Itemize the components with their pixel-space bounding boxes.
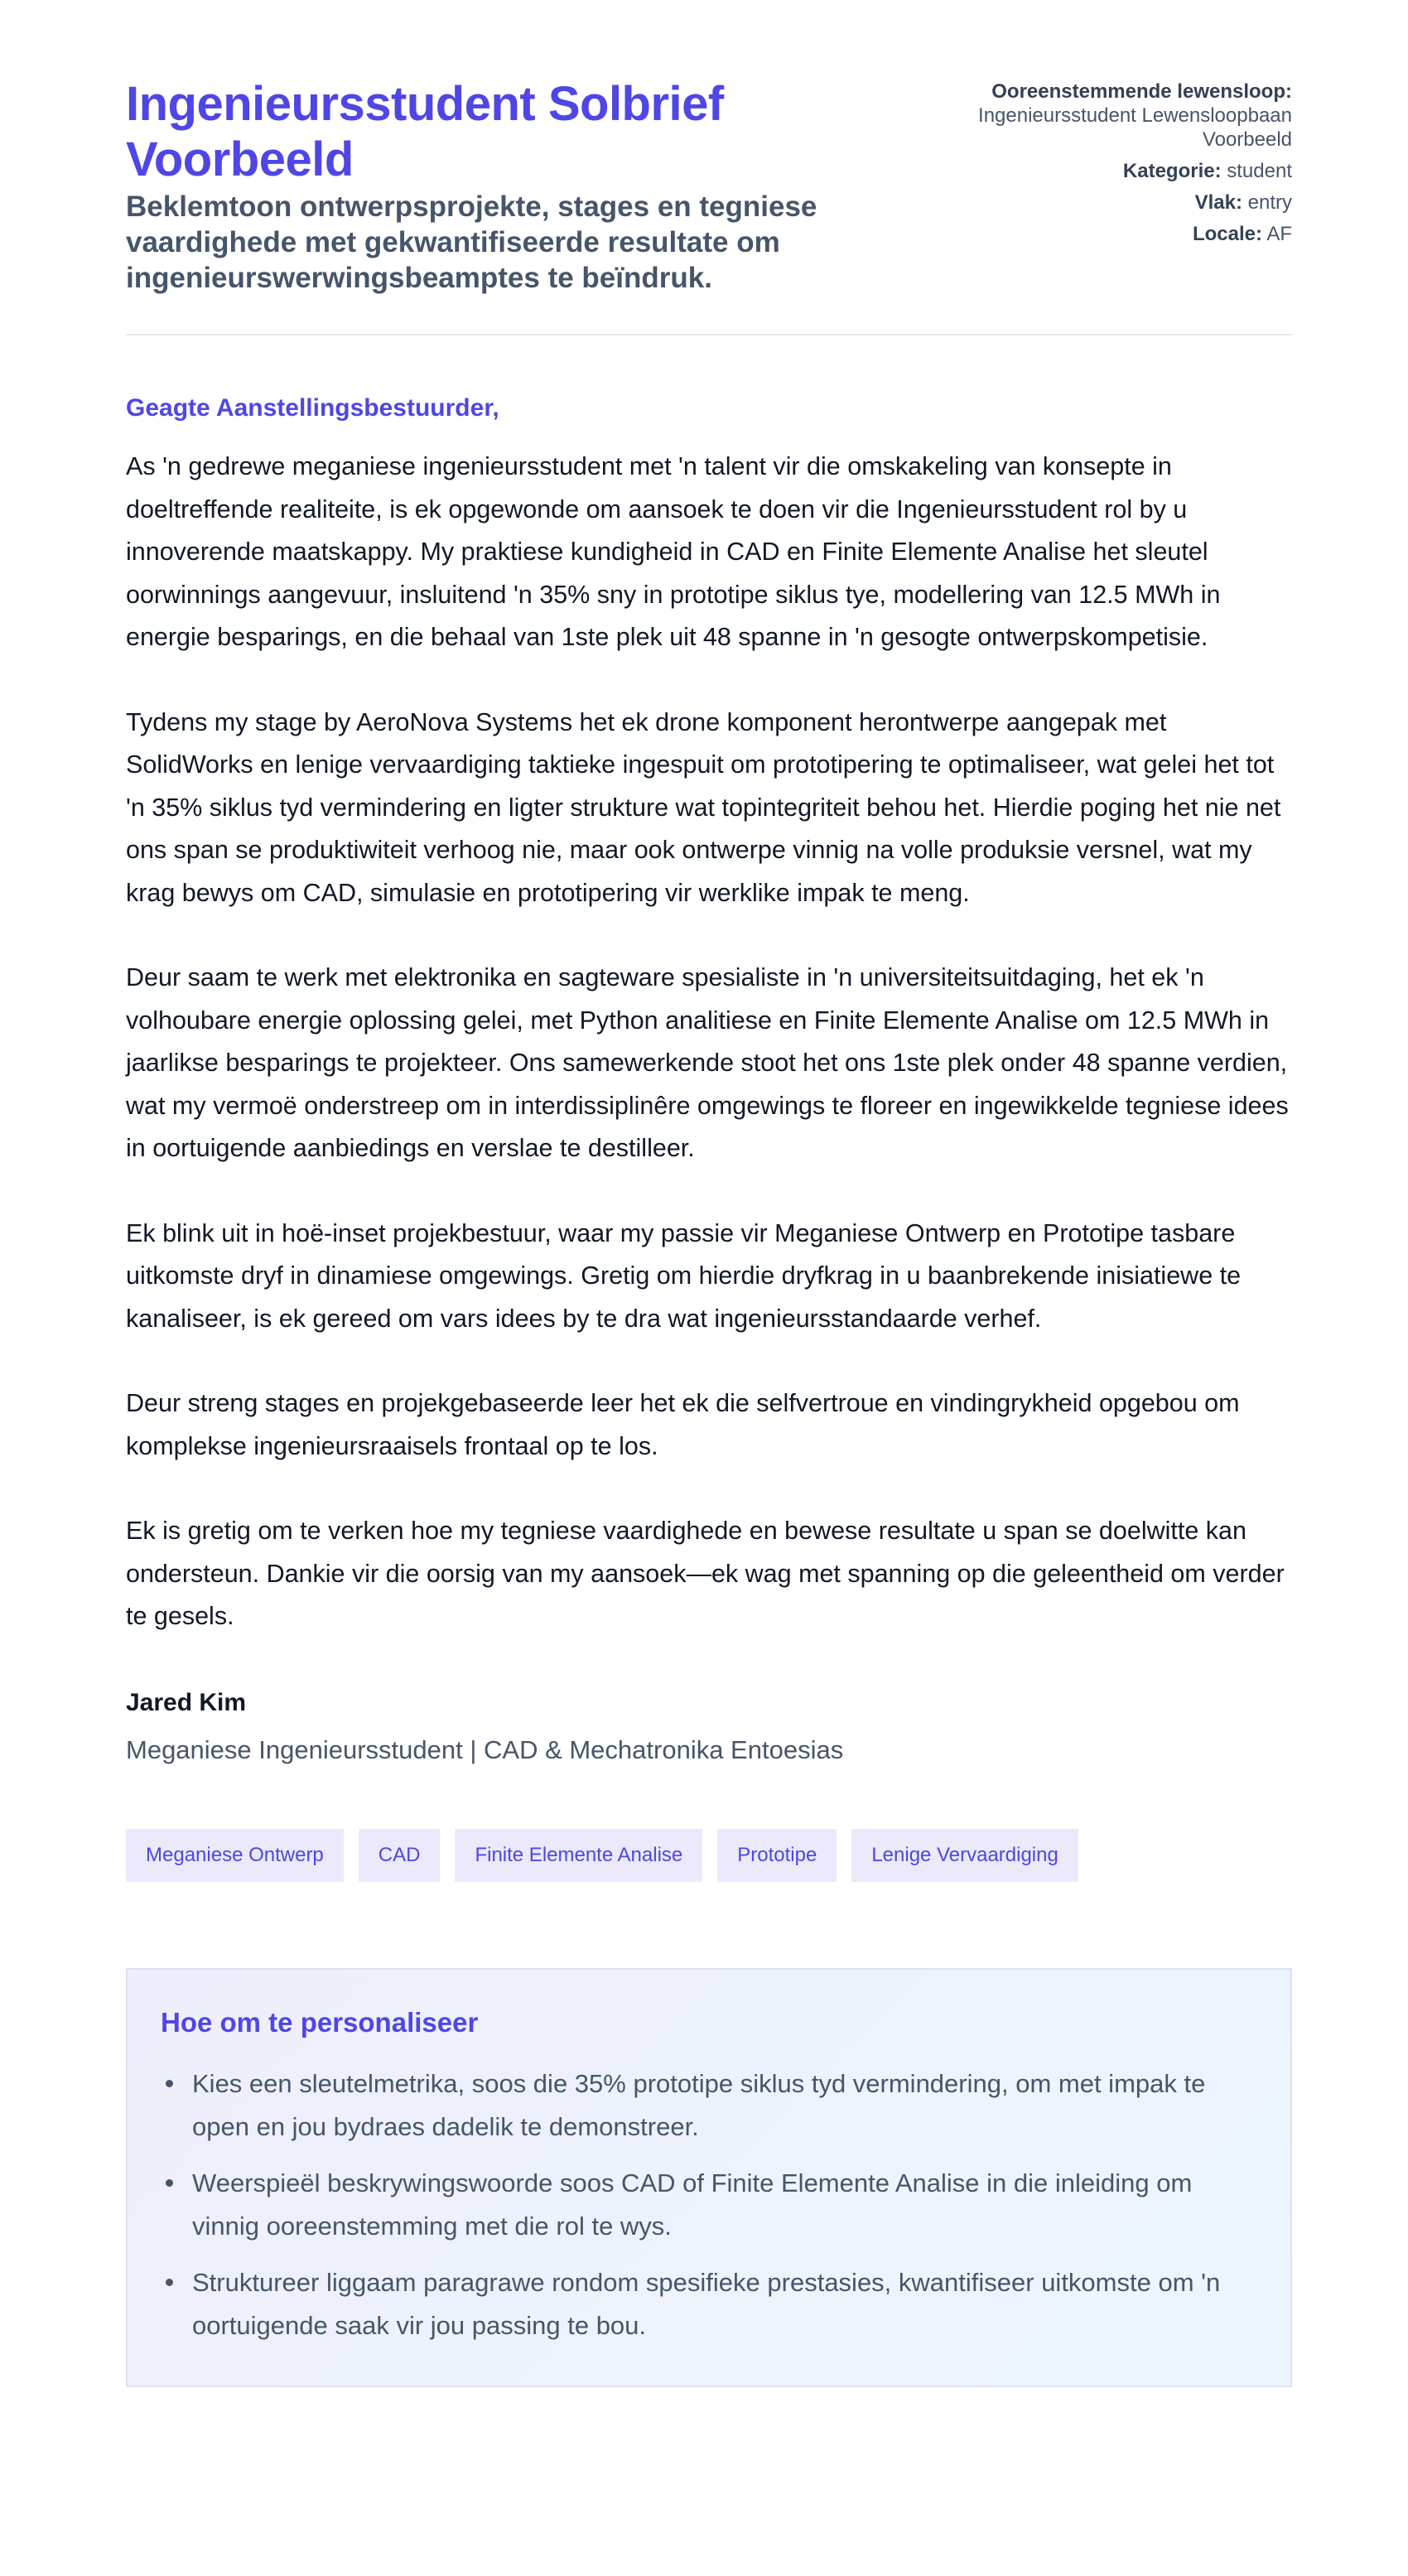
letter-paragraph: As 'n gedrewe meganiese ingenieursstudent met 'n talent vir die omskakeling van konsepte in doeltreffende realiteite, is ek opgewonde om aansoek te doen vir die Ingenieursstudent rol by u innoverende maatskappy. My praktiese kundigheid in CAD en Finite Elemente Analise het sleutel oorwinnings aangevuur, insluitend 'n 35% sny in prototipe siklus tye, modellering van 12.5 MWh in energie besparings, en die behaal van 1ste plek uit 48 spanne in 'n gesogte ontwerpskompetisie. bbox=[126, 452, 1221, 651]
meta-lifecycle bbox=[944, 80, 1292, 152]
page-title: Ingenieursstudent Solbrief Voorbeeld bbox=[126, 77, 724, 186]
skill-tags bbox=[126, 1829, 1292, 1882]
meta-locale-value: AF bbox=[1266, 223, 1292, 245]
header-title-block bbox=[126, 76, 871, 296]
letter-paragraph: Deur saam te werk met elektronika en sagteware spesialiste in 'n universiteitsuitdaging, het ek 'n volhoubare energie oplossing gelei, met Python analitiese en Finite Elemente Analise om 12.5 MWh in jaarlikse besparings te projekteer. Ons samewerkende stoot het ons 1ste plek onder 48 spanne verdien, wat my vermoë onderstreep om in interdissiplinêre omgewings te floreer en ingewikkelde tegniese idees in oortuigende aanbiedings en verslae te destilleer. bbox=[126, 963, 1289, 1162]
letter-paragraph: Tydens my stage by AeroNova Systems het ek drone komponent herontwerpe aangepak met SolidWorks en lenige vervaardiging taktieke ingespuit om prototipering te optimaliseer, wat gelei het tot 'n 35% siklus tyd vermindering en ligter strukture wat topintegriteit behou het. Hierdie poging het nie net ons span se produktiwiteit verhoog nie, maar ook ontwerpe vinnig na volle produksie versnel, wat my krag bewys om CAD, simulasie en prototipering vir werklike impak te meng. bbox=[126, 707, 1281, 907]
page-header bbox=[126, 76, 1292, 296]
meta-category-label: Kategorie: bbox=[1122, 160, 1222, 182]
letter-paragraph: Ek blink uit in hoë-inset projekbestuur, waar my passie vir Meganiese Ontwerp en Prototipe tasbare uitkomste dryf in dinamiese omgewings. Gretig om hierdie dryfkrag in u baanbrekende inisiatiewe te kanaliseer, is ek gereed om vars idees by te dra wat ingenieursstandaarde verhef. bbox=[126, 1218, 1242, 1333]
tip-item bbox=[192, 2261, 1257, 2347]
signature-title: Meganiese Ingenieursstudent | CAD & Mechatronika Entoesias bbox=[126, 1734, 844, 1764]
skill-tag: Finite Elemente Analise bbox=[455, 1829, 702, 1882]
tip-text: Kies een sleutelmetrika, soos die 35% prototipe siklus tyd vermindering, om met impak te open en jou bydraes dadelik te demonstreer. bbox=[192, 2068, 1206, 2141]
meta-locale-label: Locale: bbox=[1192, 223, 1262, 245]
skill-tag: Meganiese Ontwerp bbox=[126, 1829, 344, 1882]
meta-level-label: Vlak: bbox=[1194, 191, 1242, 214]
meta-locale bbox=[944, 222, 1292, 246]
meta-lifecycle-label: Ooreenstemmende lewensloop: bbox=[991, 80, 1292, 103]
bullet-icon bbox=[166, 2179, 173, 2187]
page-subtitle: Beklemtoon ontwerpsprojekte, stages en tegniese vaardighede met gekwantifiseerde resultate om ingenieurswerwingsbeamptes te beïndruk. bbox=[126, 191, 817, 294]
letter-body bbox=[126, 446, 1294, 1638]
tips-list bbox=[161, 2062, 1257, 2347]
meta-level bbox=[944, 191, 1292, 215]
tip-text: Weerspieël beskrywingswoorde soos CAD of Finite Elemente Analise in die inleiding om vinnig ooreenstemming met die rol te wys. bbox=[192, 2168, 1193, 2241]
personalization-tips bbox=[126, 1968, 1292, 2387]
signature-block bbox=[126, 1688, 1292, 1766]
tips-title: Hoe om te personaliseer bbox=[161, 2006, 479, 2038]
letter-paragraph: Ek is gretig om te verken hoe my tegniese vaardighede en bewese resultate u span se doelwitte kan ondersteun. Dankie vir die oorsig van my aansoek—ek wag met spanning op die geleentheid om verder te gesels. bbox=[126, 1517, 1285, 1630]
letter-salutation: Geagte Aanstellingsbestuurder, bbox=[126, 394, 499, 422]
tip-item bbox=[192, 2162, 1257, 2248]
bullet-icon bbox=[166, 2080, 173, 2087]
meta-panel bbox=[944, 76, 1292, 253]
meta-category-value: student bbox=[1227, 160, 1292, 182]
meta-level-value: entry bbox=[1247, 191, 1292, 214]
skill-tag: CAD bbox=[359, 1829, 441, 1882]
bullet-icon bbox=[166, 2279, 173, 2286]
meta-category bbox=[944, 159, 1292, 183]
tip-text: Struktureer liggaam paragrawe rondom spesifieke prestasies, kwantifiseer uitkomste om 'n oortuigende saak vir jou passing te bou. bbox=[192, 2267, 1221, 2340]
header-divider bbox=[126, 334, 1292, 335]
meta-lifecycle-value: Ingenieursstudent Lewensloopbaan Voorbeeld bbox=[978, 104, 1292, 151]
tip-item bbox=[192, 2062, 1257, 2149]
skill-tag: Lenige Vervaardiging bbox=[851, 1829, 1078, 1882]
skill-tag: Prototipe bbox=[717, 1829, 837, 1882]
letter-paragraph: Deur streng stages en projekgebaseerde leer het ek die selfvertroue en vindingrykheid opgebou om komplekse ingenieursraaisels frontaal op te los. bbox=[126, 1389, 1240, 1460]
signature-name: Jared Kim bbox=[126, 1688, 247, 1716]
